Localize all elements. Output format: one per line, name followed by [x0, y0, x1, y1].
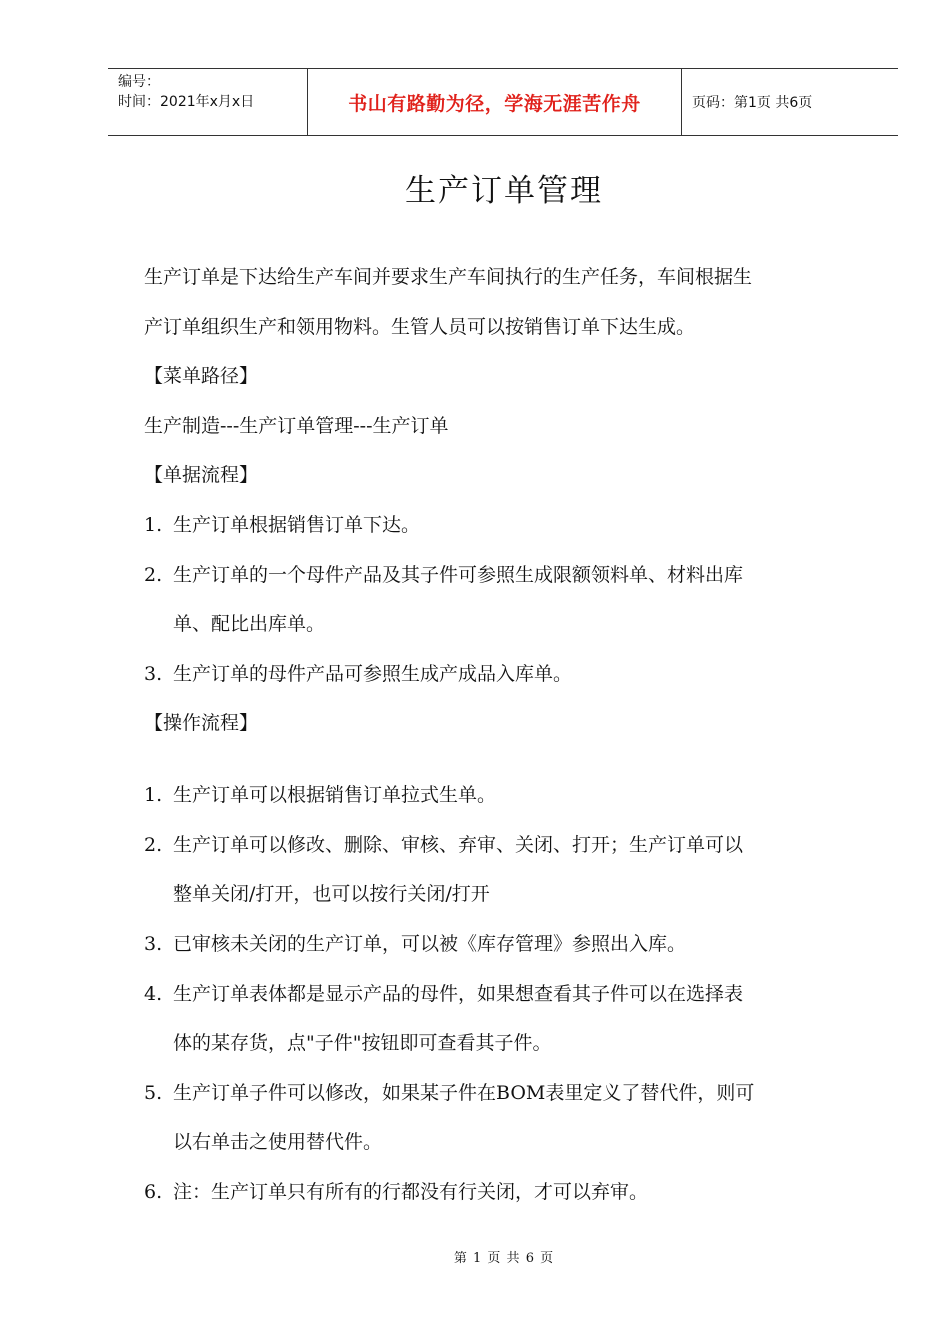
flow-item-2-cont: 单、配比出库单。	[173, 613, 326, 635]
list-number: 1.	[144, 514, 163, 536]
flow-item-2	[144, 560, 743, 587]
list-text: 生产订单子件可以修改，如果某子件在BOM表里定义了替代件，则可	[173, 1082, 755, 1104]
header-motto: 书山有路勤为径，学海无涯苦作舟	[308, 69, 682, 135]
list-text: 生产订单可以修改、删除、审核、弃审、关闭、打开；生产订单可以	[173, 834, 744, 856]
list-text: 生产订单根据销售订单下达。	[173, 514, 421, 536]
time-label: 时间：2021年x月x日	[118, 94, 255, 110]
list-text: 生产订单表体都是显示产品的母件，如果想查看其子件可以在选择表	[173, 983, 744, 1005]
op-item-5	[144, 1078, 754, 1105]
menu-path: 生产制造---生产订单管理---生产订单	[144, 415, 449, 437]
op-item-5-cont: 以右单击之使用替代件。	[173, 1131, 383, 1153]
list-number: 2.	[144, 834, 163, 856]
intro-line-1: 生产订单是下达给生产车间并要求生产车间执行的生产任务，车间根据生	[144, 266, 753, 288]
page-footer: 第 1 页 共 6 页	[453, 1251, 555, 1266]
header-meta	[108, 69, 308, 135]
op-item-4	[144, 979, 743, 1006]
op-item-4-cont: 体的某存货，点"子件"按钮即可查看其子件。	[173, 1032, 552, 1054]
op-item-1	[144, 780, 496, 807]
list-number: 4.	[144, 983, 163, 1005]
header-page-info: 页码：第1页 共6页	[692, 95, 813, 111]
op-item-3	[144, 929, 686, 956]
op-heading: 【操作流程】	[144, 712, 259, 734]
op-item-2-cont: 整单关闭/打开，也可以按行关闭/打开	[173, 883, 490, 905]
list-text: 已审核未关闭的生产订单，可以被《库存管理》参照出入库。	[173, 933, 687, 955]
flow-item-1	[144, 510, 420, 537]
menu-heading: 【菜单路径】	[144, 365, 259, 387]
op-item-2	[144, 830, 743, 857]
list-number: 2.	[144, 564, 163, 586]
intro-line-2: 产订单组织生产和领用物料。生管人员可以按销售订单下达生成。	[144, 316, 696, 338]
list-number: 5.	[144, 1082, 163, 1104]
list-number: 3.	[144, 933, 163, 955]
page-title: 生产订单管理	[405, 173, 603, 209]
list-number: 3.	[144, 663, 163, 685]
list-text: 生产订单的母件产品可参照生成产成品入库单。	[173, 663, 573, 685]
number-label: 编号：	[118, 74, 160, 90]
flow-heading: 【单据流程】	[144, 464, 259, 486]
list-text: 生产订单可以根据销售订单拉式生单。	[173, 784, 497, 806]
list-text: 生产订单的一个母件产品及其子件可参照生成限额领料单、材料出库	[173, 564, 744, 586]
list-text: 注：生产订单只有所有的行都没有行关闭，才可以弃审。	[173, 1181, 649, 1203]
list-number: 6.	[144, 1181, 163, 1203]
document-header	[108, 68, 898, 136]
list-number: 1.	[144, 784, 163, 806]
op-item-6	[144, 1177, 648, 1204]
flow-item-3	[144, 659, 572, 686]
